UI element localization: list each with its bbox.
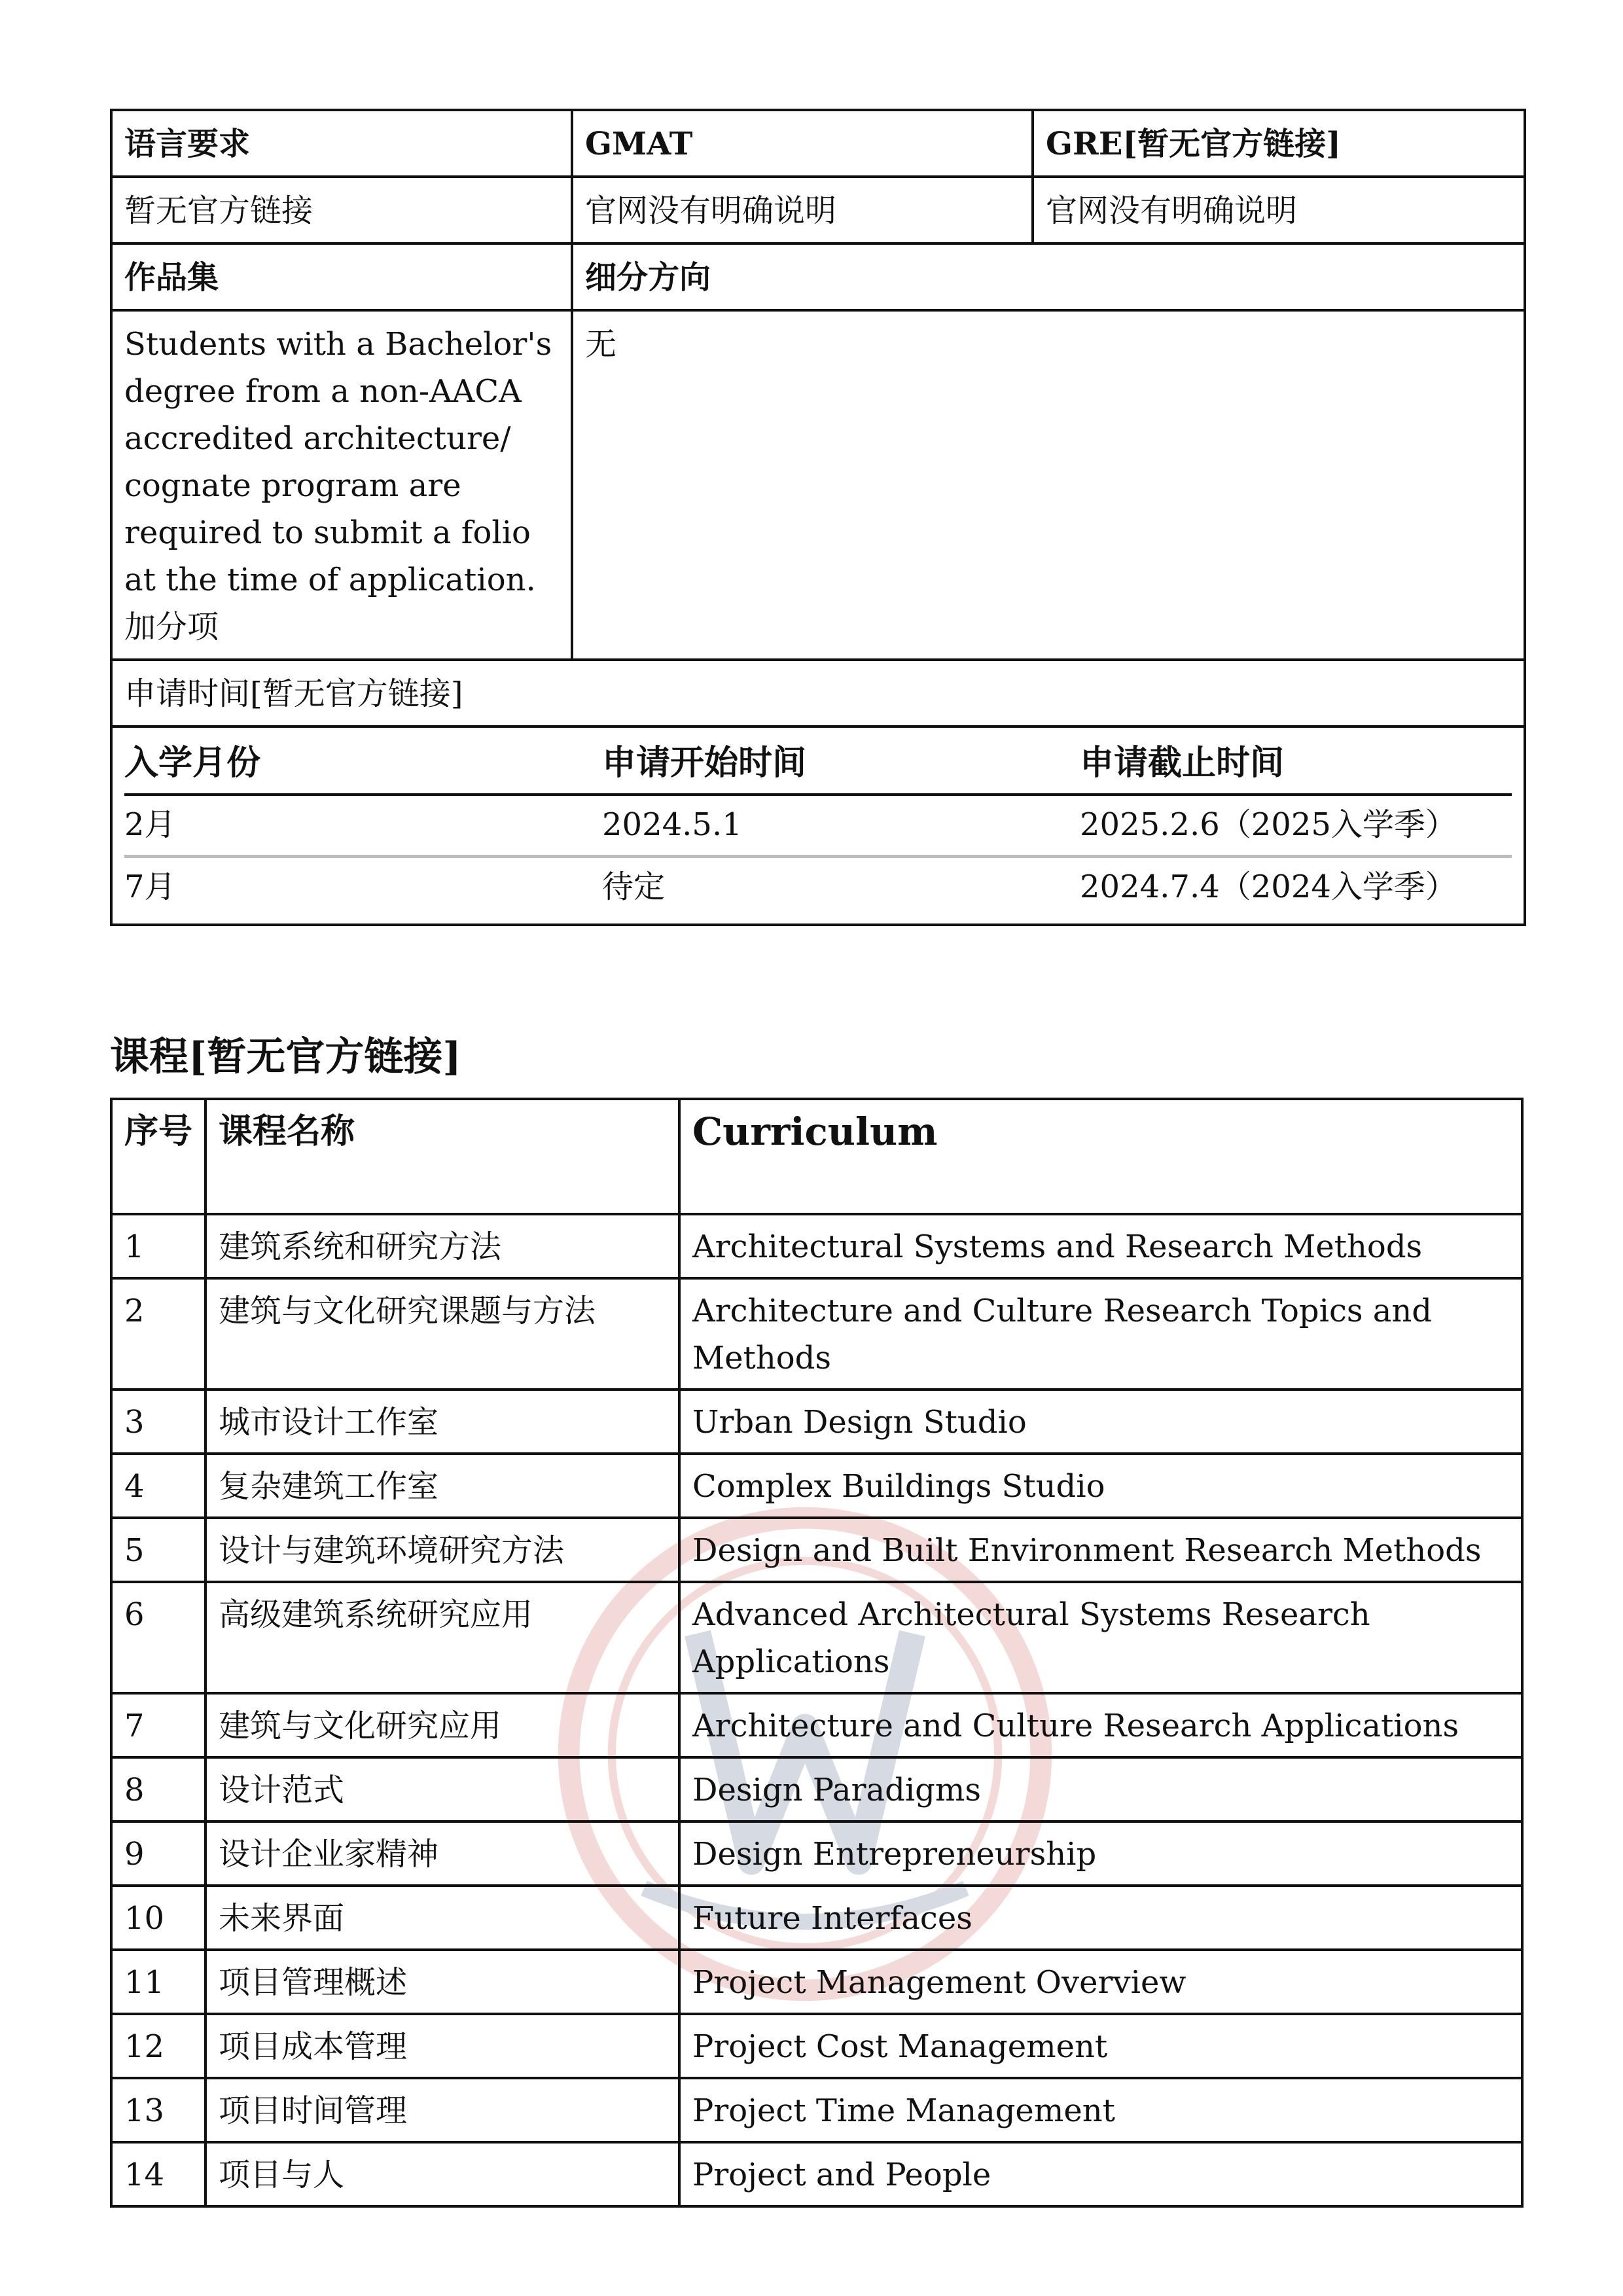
course-index: 8	[111, 1757, 205, 1821]
course-name-zh: 项目时间管理	[205, 2078, 679, 2142]
table-row	[111, 1693, 1522, 1757]
course-index: 6	[111, 1582, 205, 1693]
table-row	[111, 1518, 1522, 1582]
course-name-zh: 设计企业家精神	[205, 1821, 679, 1886]
course-name-zh: 未来界面	[205, 1886, 679, 1950]
course-name-zh: 复杂建筑工作室	[205, 1454, 679, 1518]
application-time-row	[111, 660, 1525, 726]
course-index: 11	[111, 1950, 205, 2014]
curriculum-header: Curriculum	[679, 1099, 1522, 1214]
gmat-value: 官网没有明确说明	[572, 177, 1033, 243]
portfolio-label: 作品集	[111, 243, 572, 310]
portfolio-header-row	[111, 243, 1525, 310]
course-index: 1	[111, 1214, 205, 1278]
requirements-table	[110, 109, 1526, 926]
course-name-en: Project Cost Management	[679, 2014, 1522, 2078]
course-name-zh: 项目与人	[205, 2142, 679, 2206]
table-row	[111, 1390, 1522, 1454]
table-row	[111, 2142, 1522, 2206]
course-table	[110, 1098, 1524, 2208]
course-name-zh: 建筑系统和研究方法	[205, 1214, 679, 1278]
intake-month: 7月	[124, 869, 176, 905]
course-name-zh: 高级建筑系统研究应用	[205, 1582, 679, 1693]
course-index: 4	[111, 1454, 205, 1518]
course-name-zh: 建筑与文化研究应用	[205, 1693, 679, 1757]
course-name-en: Complex Buildings Studio	[679, 1454, 1522, 1518]
timing-row	[111, 726, 1525, 925]
course-name-en: Architecture and Culture Research Topics and Methods	[679, 1278, 1522, 1390]
intake-month-header: 入学月份	[124, 734, 602, 795]
course-index: 14	[111, 2142, 205, 2206]
course-index: 7	[111, 1693, 205, 1757]
course-header-row	[111, 1099, 1522, 1214]
table-row	[111, 1821, 1522, 1886]
course-name-header: 课程名称	[205, 1099, 679, 1214]
application-time-label: 申请时间[暂无官方链接]	[111, 660, 1525, 726]
timing-header-row	[124, 734, 1512, 795]
course-name-zh: 项目管理概述	[205, 1950, 679, 2014]
table-row	[111, 1278, 1522, 1390]
portfolio-note: 加分项	[124, 609, 219, 645]
gmat-label: GMAT	[572, 110, 1033, 177]
timing-cell	[111, 726, 1525, 925]
course-name-zh: 设计与建筑环境研究方法	[205, 1518, 679, 1582]
requirements-header-row	[111, 110, 1525, 177]
table-row	[111, 1757, 1522, 1821]
subdirection-label: 细分方向	[572, 243, 1525, 310]
course-name-zh: 建筑与文化研究课题与方法	[205, 1278, 679, 1390]
course-name-en: Design Paradigms	[679, 1757, 1522, 1821]
timing-row-july	[124, 857, 1512, 918]
course-index: 13	[111, 2078, 205, 2142]
language-requirement-value: 暂无官方链接	[111, 177, 572, 243]
course-index: 2	[111, 1278, 205, 1390]
language-requirement-label: 语言要求	[111, 110, 572, 177]
table-row	[111, 1582, 1522, 1693]
table-row	[111, 1454, 1522, 1518]
subdirection-value: 无	[572, 310, 1525, 660]
application-deadline-header: 申请截止时间	[1080, 734, 1512, 795]
table-row	[111, 2078, 1522, 2142]
course-name-en: Architecture and Culture Research Applications	[679, 1693, 1522, 1757]
course-index: 3	[111, 1390, 205, 1454]
table-row	[111, 2014, 1522, 2078]
course-name-en: Architectural Systems and Research Methods	[679, 1214, 1522, 1278]
timing-table	[124, 734, 1512, 917]
portfolio-value-row	[111, 310, 1525, 660]
course-index: 5	[111, 1518, 205, 1582]
intake-month: 2月	[124, 795, 602, 857]
course-name-en: Urban Design Studio	[679, 1390, 1522, 1454]
table-row	[111, 1886, 1522, 1950]
course-index: 12	[111, 2014, 205, 2078]
course-name-zh: 城市设计工作室	[205, 1390, 679, 1454]
course-name-en: Future Interfaces	[679, 1886, 1522, 1950]
course-name-zh: 项目成本管理	[205, 2014, 679, 2078]
course-name-en: Project Management Overview	[679, 1950, 1522, 2014]
course-name-en: Project Time Management	[679, 2078, 1522, 2142]
portfolio-value-cell	[111, 310, 572, 660]
course-section-title: 课程[暂无官方链接]	[110, 1034, 461, 1080]
application-deadline: 2025.2.6（2025入学季）	[1080, 795, 1512, 857]
gre-value: 官网没有明确说明	[1033, 177, 1525, 243]
course-name-en: Design Entrepreneurship	[679, 1821, 1522, 1886]
requirements-value-row	[111, 177, 1525, 243]
course-index: 10	[111, 1886, 205, 1950]
application-start: 待定	[602, 869, 666, 905]
index-header: 序号	[111, 1099, 205, 1214]
course-name-en: Advanced Architectural Systems Research Applications	[679, 1582, 1522, 1693]
table-row	[111, 1214, 1522, 1278]
course-name-en: Design and Built Environment Research Methods	[679, 1518, 1522, 1582]
timing-row-february	[124, 795, 1512, 857]
gre-label: GRE[暂无官方链接]	[1033, 110, 1525, 177]
course-index: 9	[111, 1821, 205, 1886]
portfolio-value: Students with a Bachelor's degree from a non-AACA accredited architecture/ cognate program are required to submit a folio at the time of application.	[124, 326, 552, 598]
document-page	[110, 109, 1524, 2208]
course-rows	[111, 1214, 1522, 2206]
course-name-zh: 设计范式	[205, 1757, 679, 1821]
application-deadline: 2024.7.4（2024入学季）	[1080, 869, 1457, 905]
course-name-en: Project and People	[679, 2142, 1522, 2206]
application-start-header: 申请开始时间	[602, 734, 1080, 795]
application-start: 2024.5.1	[602, 795, 1080, 857]
table-row	[111, 1950, 1522, 2014]
